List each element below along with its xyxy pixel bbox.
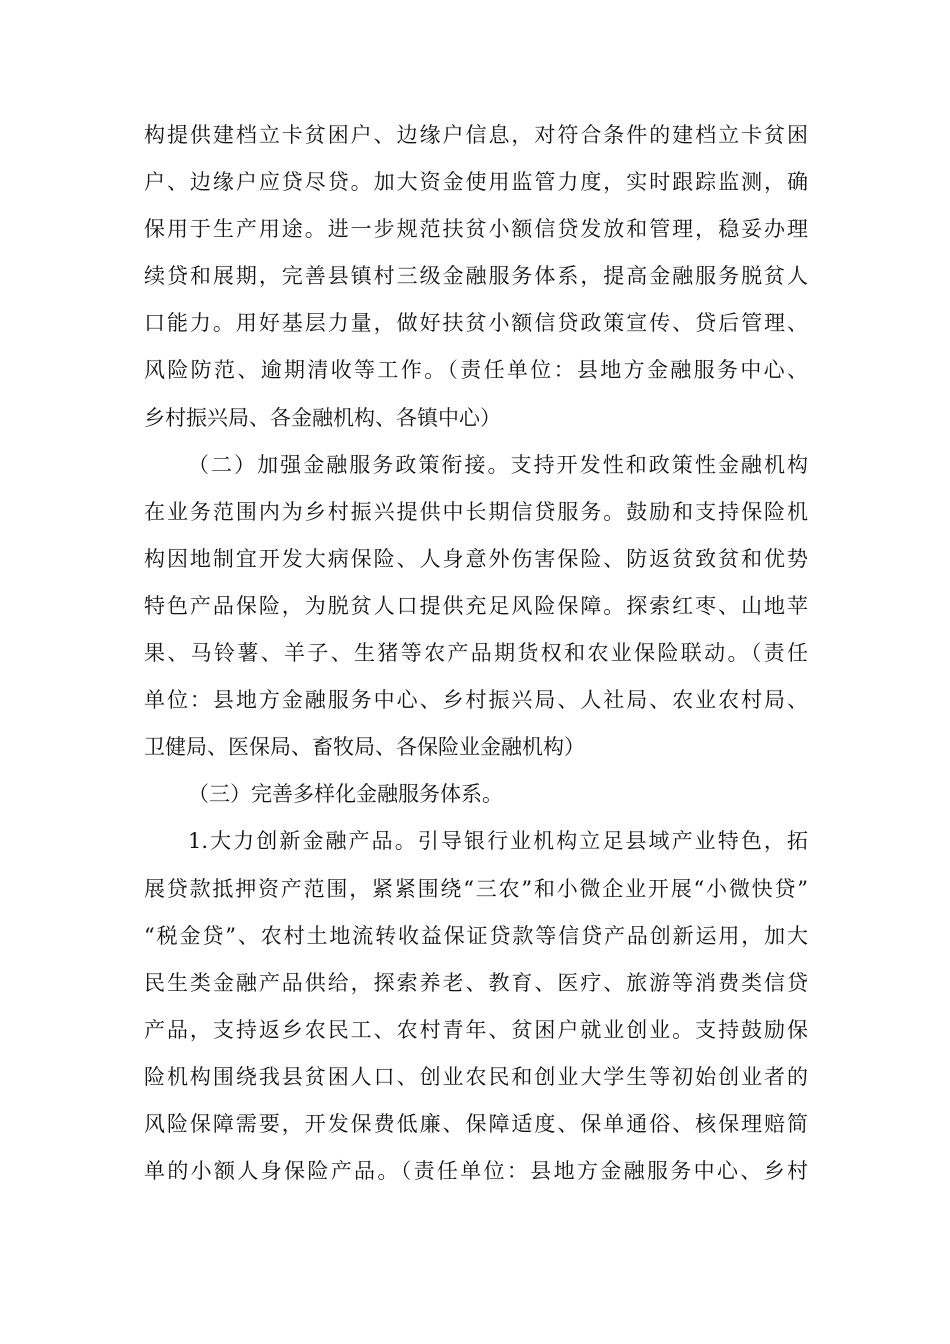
text-line: 构因地制宜开发大病保险、人身意外伤害保险、防返贫致贫和优势 [144, 546, 808, 571]
text-line: 在业务范围内为乡村振兴提供中长期信贷服务。鼓励和支持保险机 [144, 499, 808, 524]
section-heading: （三）完善多样化金融服务体系。 [188, 782, 503, 807]
text-line: 风险保障需要，开发保费低廉、保障适度、保单通俗、核保理赔简 [144, 1111, 808, 1136]
text-line: 乡村振兴局、各金融机构、各镇中心） [144, 405, 501, 430]
text-line: 续贷和展期，完善县镇村三级金融服务体系，提高金融服务脱贫人 [144, 264, 808, 289]
section-heading-line: （二）加强金融服务政策衔接。支持开发性和政策性金融机构 [188, 452, 808, 477]
document-body [144, 112, 808, 1195]
paragraph-3 [144, 771, 808, 818]
text-line: 险机构围绕我县贫困人口、创业农民和创业大学生等初始创业者的 [144, 1064, 808, 1089]
text-line: 特色产品保险，为脱贫人口提供充足风险保障。探索红枣、山地苹 [144, 593, 808, 618]
text-line: 构提供建档立卡贫困户、边缘户信息，对符合条件的建档立卡贫困 [144, 123, 808, 147]
text-line: 展贷款抵押资产范围，紧紧围绕“三农”和小微企业开展“小微快贷” [144, 876, 808, 901]
text-line: 风险防范、逾期清收等工作。（责任单位：县地方金融服务中心、 [144, 358, 808, 383]
text-line: 果、马铃薯、羊子、生猪等农产品期货权和农业保险联动。（责任 [144, 641, 808, 666]
text-line: 保用于生产用途。进一步规范扶贫小额信贷发放和管理，稳妥办理 [144, 217, 808, 242]
text-line: “税金贷”、农村土地流转收益保证贷款等信贷产品创新运用，加大 [144, 923, 808, 948]
text-line: 民生类金融产品供给，探索养老、教育、医疗、旅游等消费类信贷 [144, 970, 808, 995]
text-line: 卫健局、医保局、畜牧局、各保险业金融机构） [144, 735, 585, 760]
paragraph-2 [144, 442, 808, 772]
text-line: 单的小额人身保险产品。（责任单位：县地方金融服务中心、乡村 [144, 1159, 808, 1184]
paragraph-1 [144, 112, 808, 442]
text-line: 产品，支持返乡农民工、农村青年、贫困户就业创业。支持鼓励保 [144, 1017, 808, 1042]
text-line: 口能力。用好基层力量，做好扶贫小额信贷政策宣传、贷后管理、 [144, 311, 808, 336]
text-line: 单位：县地方金融服务中心、乡村振兴局、人社局、农业农村局、 [144, 688, 808, 713]
paragraph-4 [144, 818, 808, 1195]
text-line: 户、边缘户应贷尽贷。加大资金使用监管力度，实时跟踪监测，确 [144, 170, 808, 195]
subsection-heading-line: 1.大力创新金融产品。引导银行业机构立足县域产业特色，拓 [188, 829, 808, 854]
